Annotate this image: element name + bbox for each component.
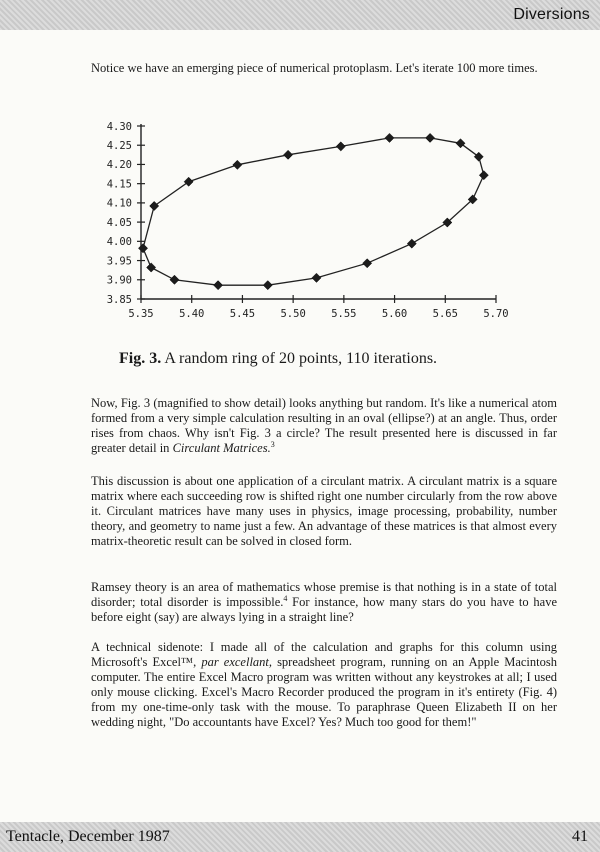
x-tick-label: 5.60 <box>381 308 408 320</box>
data-point-marker <box>474 152 483 161</box>
ring-chart <box>100 112 520 327</box>
paragraph-circulant-matrix: This discussion is about one application of a circulant matrix. A circulant matrix is a square matrix where each succeeding row is shifted right one number circularly from the row above it. Circulant matrices have many uses in physics, image processing, probability, number theory, and geometry to name just a few. An advantage of these matrices is that almost every matrix-theoretic result can be solved in closed form. <box>91 474 557 548</box>
x-tick-label: 5.55 <box>331 308 357 320</box>
y-tick-label: 4.30 <box>106 120 132 133</box>
data-point-marker <box>479 171 488 180</box>
x-tick-label: 5.50 <box>280 308 306 320</box>
figure-caption-text: A random ring of 20 points, 110 iterations. <box>164 350 438 367</box>
figure-caption <box>119 349 539 369</box>
paragraph-technical-sidenote <box>91 640 557 730</box>
y-tick-label: 4.05 <box>106 216 132 229</box>
p4-text-b: spreadsheet program, running on an Apple Macintosh computer. The entire Excel Macro program was written without any keystrokes at all; I used only mouse clicking. Excel's Macro Recorder produced the program in it's entirety (Fig. 4) from my one-time-only task with the mouse. To paraphrase Queen Elizabeth II on her wedding night, "Do accountants have Excel? Yes? Much too good for them!" <box>91 655 557 729</box>
y-tick-label: 3.85 <box>106 293 132 306</box>
data-point-marker <box>263 281 272 290</box>
x-tick-label: 5.35 <box>128 308 154 320</box>
y-tick-label: 4.20 <box>106 159 132 172</box>
data-point-marker <box>363 259 372 268</box>
x-tick-label: 5.40 <box>179 308 205 320</box>
data-point-marker <box>138 244 147 253</box>
p1-book-title: Circulant Matrices. <box>172 441 271 455</box>
page-number: 41 <box>572 828 588 845</box>
footer-band <box>0 822 600 852</box>
paragraph-ramsey-theory <box>91 580 557 625</box>
footer-publication: Tentacle, December 1987 <box>6 828 170 845</box>
data-point-marker <box>233 160 242 169</box>
footnote-ref-4: 4 <box>283 593 288 603</box>
p4-text-a: A technical sidenote: I made all of the calculation and graphs for this column using Microsoft's Excel™, <box>91 640 557 669</box>
data-point-marker <box>184 177 193 186</box>
header-band <box>0 0 600 30</box>
series-line <box>143 138 484 285</box>
section-name: Diversions <box>513 6 590 23</box>
y-tick-label: 3.90 <box>106 274 132 287</box>
y-tick-label: 4.10 <box>106 197 132 210</box>
x-tick-label: 5.65 <box>432 308 458 320</box>
data-point-marker <box>407 239 416 248</box>
p3-text: Ramsey theory is an area of mathematics whose premise is that nothing is in a state of total disorder; total disorder is impossible. <box>91 580 557 609</box>
x-tick-label: 5.70 <box>483 308 509 320</box>
data-point-marker <box>150 201 159 210</box>
p3-rest: For instance, how many stars do you have to have before eight (say) are always lying in a straight line? <box>91 595 557 624</box>
y-tick-label: 4.15 <box>106 178 132 191</box>
y-tick-label: 4.25 <box>106 140 132 153</box>
data-point-marker <box>336 142 345 151</box>
data-point-marker <box>213 281 222 290</box>
y-tick-label: 4.00 <box>106 236 132 249</box>
y-tick-label: 3.95 <box>106 255 132 268</box>
footnote-ref-3: 3 <box>270 439 275 449</box>
data-point-marker <box>425 133 434 142</box>
data-point-marker <box>312 273 321 282</box>
data-point-marker <box>456 139 465 148</box>
figure-label: Fig. 3. <box>119 350 162 367</box>
data-point-marker <box>385 133 394 142</box>
intro-paragraph: Notice we have an emerging piece of numerical protoplasm. Let's iterate 100 more times. <box>91 61 538 75</box>
data-point-marker <box>147 263 156 272</box>
x-tick-label: 5.45 <box>229 308 256 320</box>
data-point-marker <box>283 150 292 159</box>
p4-italic: par excellant, <box>201 655 273 669</box>
paragraph-fig3-discussion <box>91 396 557 456</box>
data-point-marker <box>170 275 179 284</box>
p1-text: Now, Fig. 3 (magnified to show detail) looks anything but random. It's like a numerical atom formed from a very simple calculation resulting in an oval (ellipse?) at an angle. Thus, order rises from chaos. Why isn't Fig. 3 a circle? The result presented here is discussed in far greater detail in <box>91 396 557 455</box>
